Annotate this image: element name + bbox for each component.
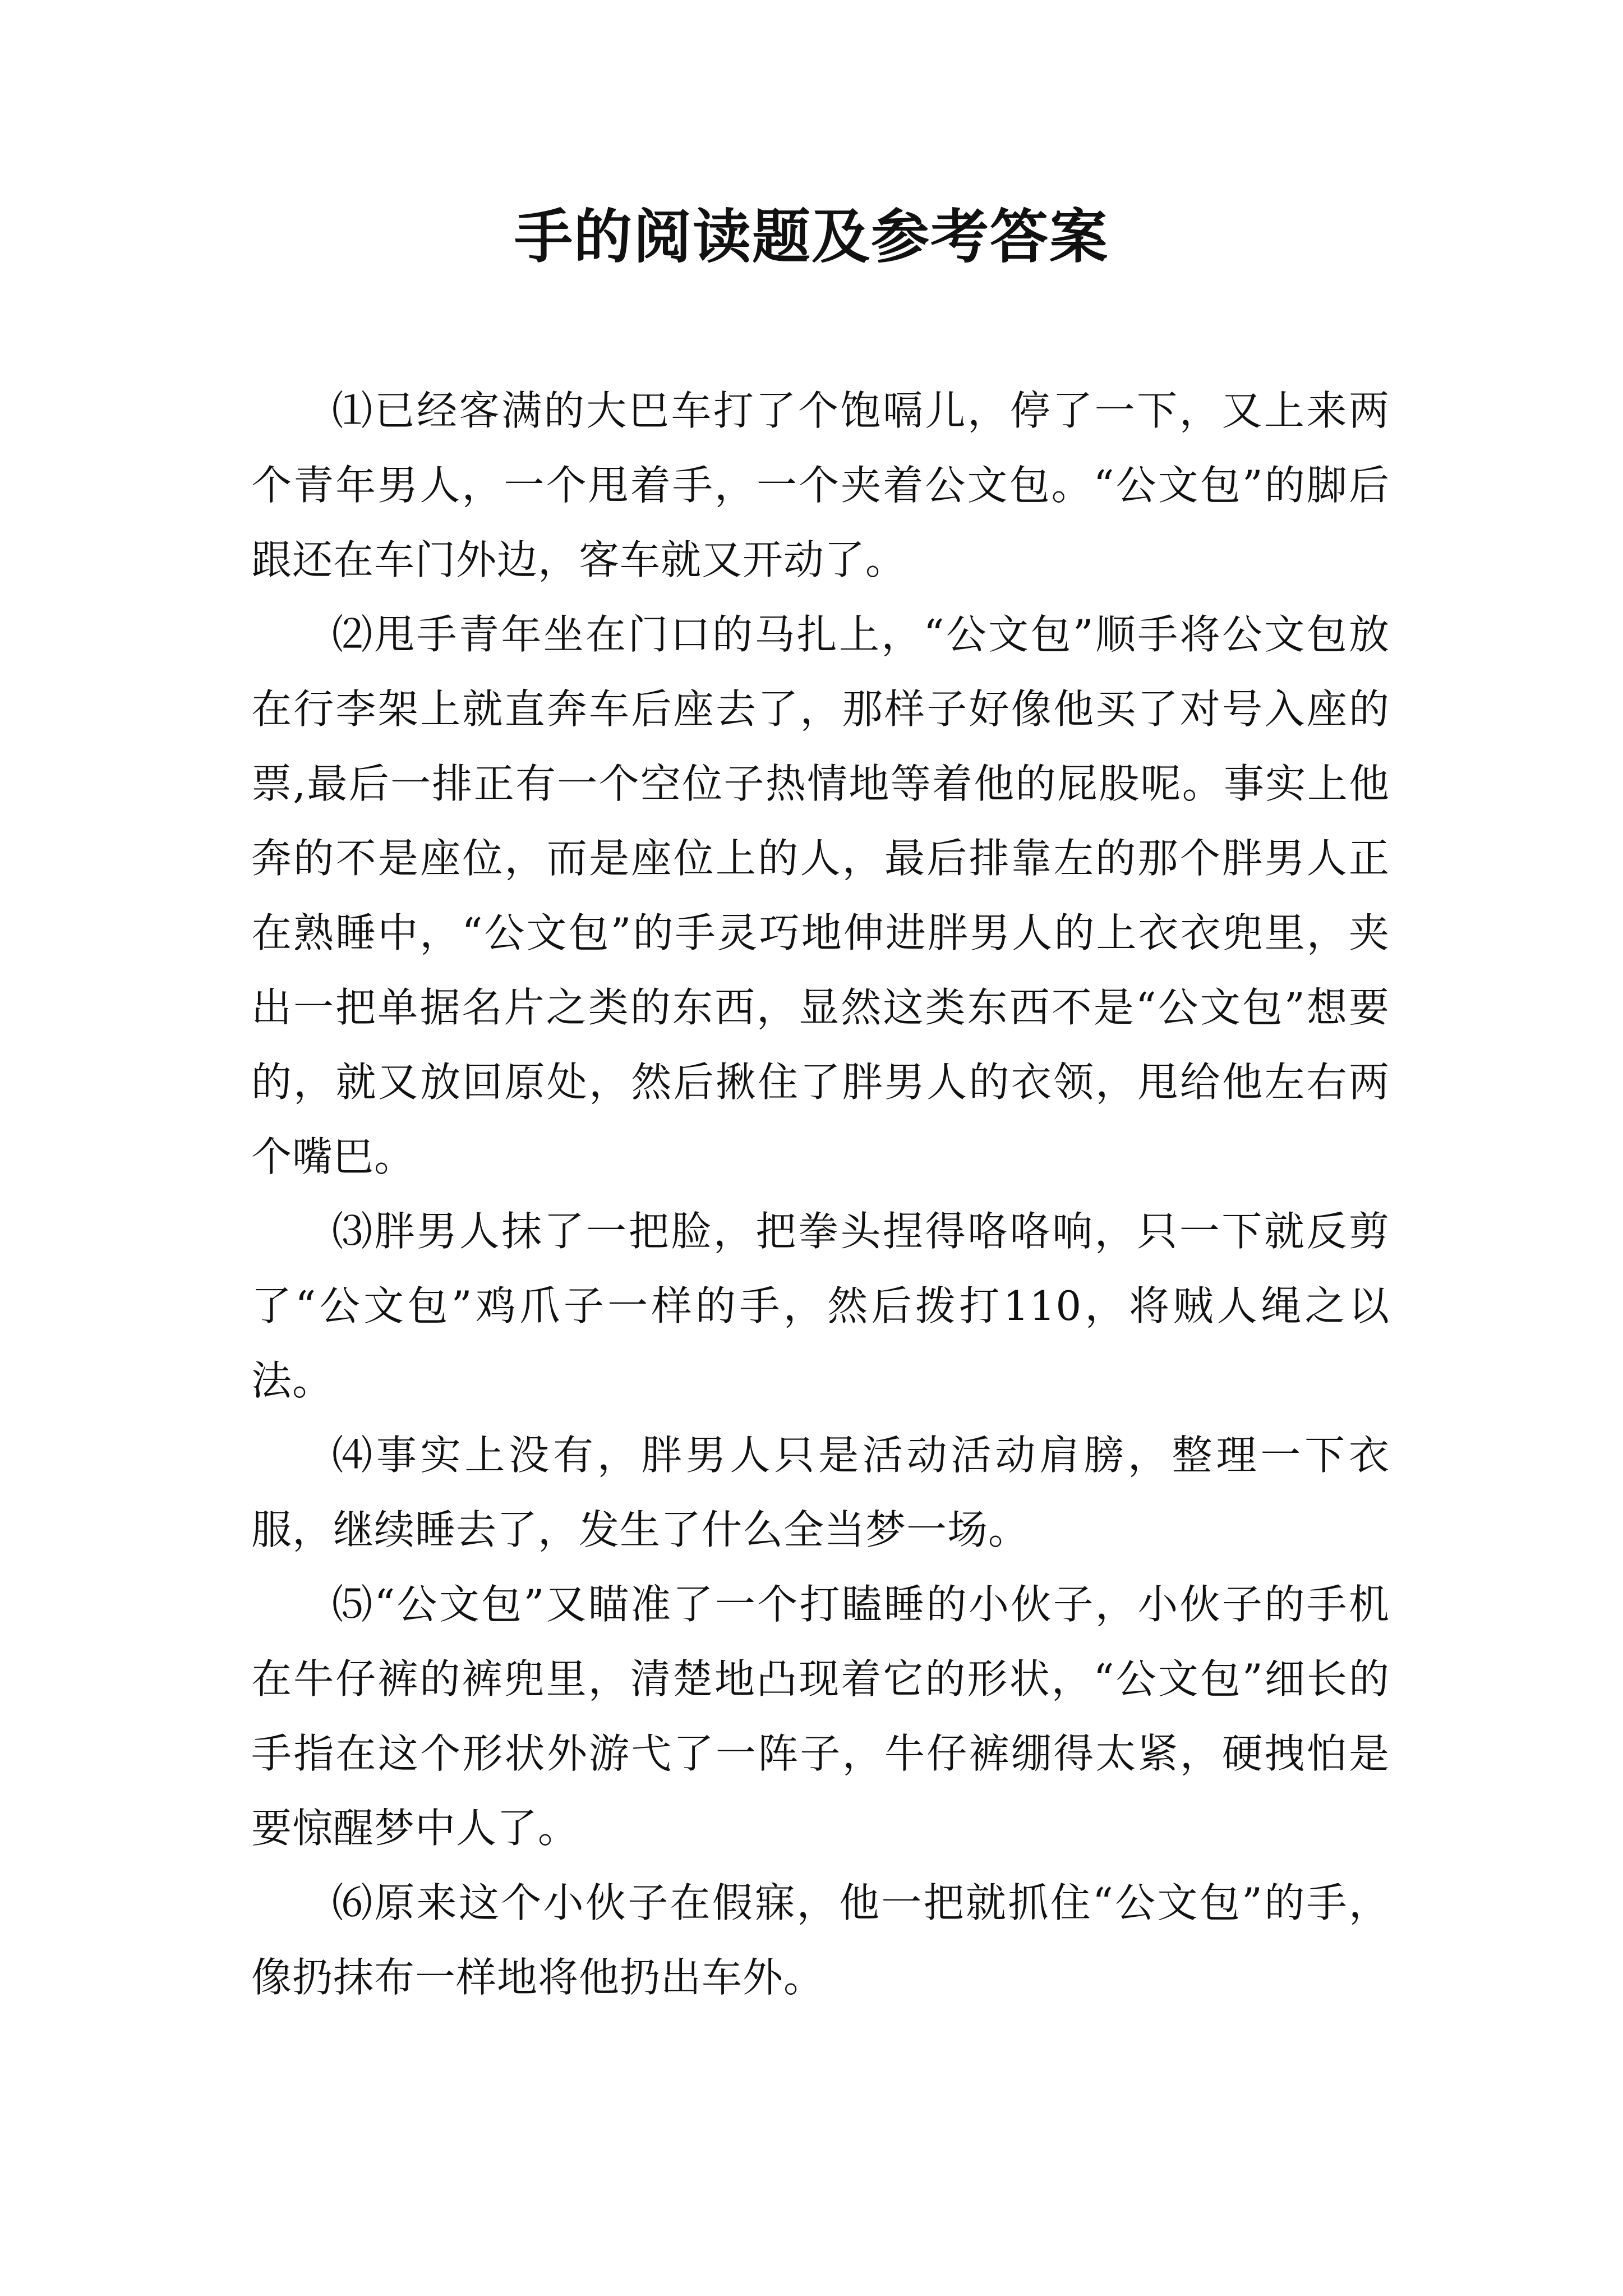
paragraph-4: ⑷事实上没有，胖男人只是活动活动肩膀，整理一下衣服，继续睡去了，发生了什么全当梦一场。 (251, 1432, 1390, 1553)
paragraph-5: ⑸“公文包”又瞄准了一个打瞌睡的小伙子，小伙子的手机在牛仔裤的裤兜里，清楚地凸现着它的形状，“公文包”细长的手指在这个形状外游弋了一阵子，牛仔裤绷得太紧，硬拽怕是要惊醒梦中人了。 (251, 1581, 1390, 1852)
document-body (251, 374, 1390, 2015)
document-title: 手的阅读题及参考答案 (514, 202, 1109, 271)
paragraph-2: ⑵甩手青年坐在门口的马扎上，“公文包”顺手将公文包放在行李架上就直奔车后座去了，那样子好像他买了对号入座的票,最后一排正有一个空位子热情地等着他的屁股呢。事实上他奔的不是座位，而是座位上的人，最后排靠左的那个胖男人正在熟睡中，“公文包”的手灵巧地伸进胖男人的上衣衣兜里，夹出一把单据名片之类的东西，显然这类东西不是“公文包”想要的，就又放回原处，然后揪住了胖男人的衣领，甩给他左右两个嘴巴。 (251, 611, 1390, 1180)
paragraph-6: ⑹原来这个小伙子在假寐，他一把就抓住“公文包”的手，像扔抹布一样地将他扔出车外。 (251, 1879, 1390, 2001)
paragraph-3: ⑶胖男人抹了一把脸，把拳头捏得咯咯响，只一下就反剪了“公文包”鸡爪子一样的手，然后拨打110，将贼人绳之以法。 (251, 1208, 1390, 1404)
paragraph-1: ⑴已经客满的大巴车打了个饱嗝儿，停了一下，又上来两个青年男人，一个甩着手，一个夹着公文包。“公文包”的脚后跟还在车门外边，客车就又开动了。 (251, 387, 1390, 583)
